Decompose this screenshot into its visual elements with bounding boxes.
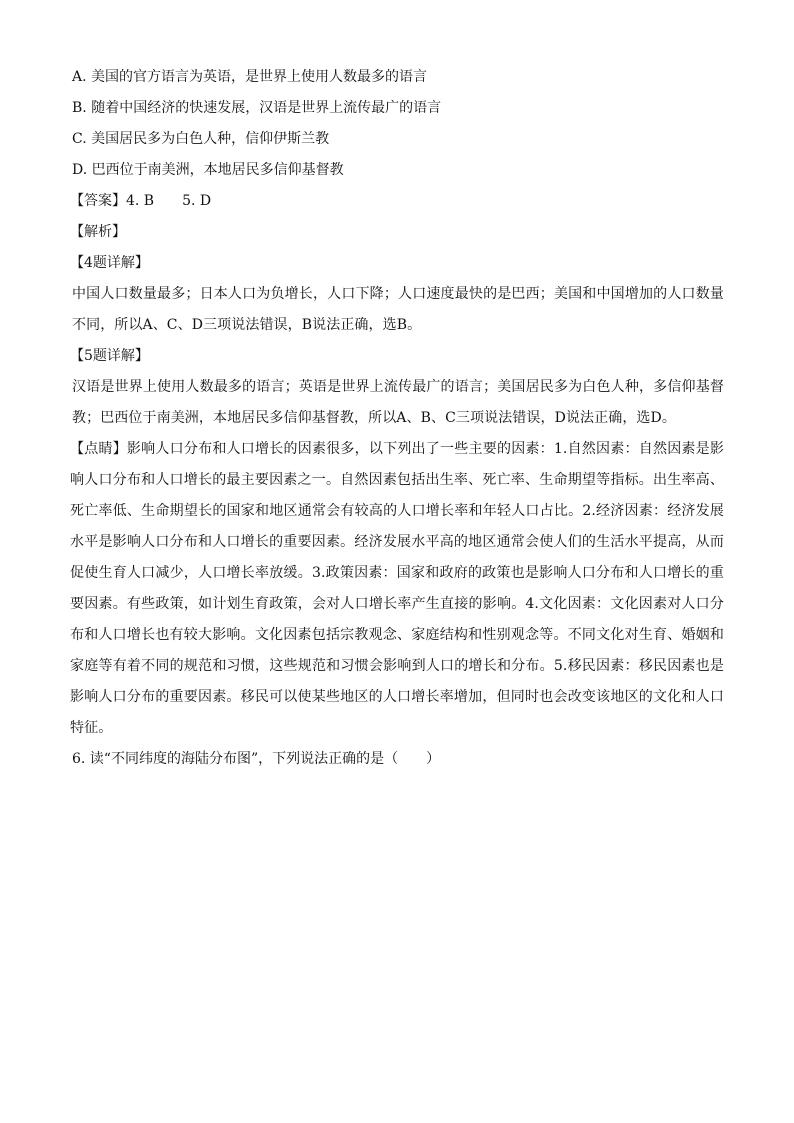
option-b: B. 随着中国经济的快速发展，汉语是世界上流传最广的语言 [72,100,442,116]
q4-explanation: 中国人口数量最多；日本人口为负增长，人口下降；人口速度最快的是巴西；美国和中国增加的人口数量不同，所以A、C、D三项说法错误，B说法正确，选B。 [72,286,724,333]
analysis-header: 【解析】 [70,224,126,240]
option-a: A. 美国的官方语言为英语，是世界上使用人数最多的语言 [72,69,428,85]
answer-line: 【答案】4. B 5. D [70,193,212,209]
comment-paragraph: 【点睛】影响人口分布和人口增长的因素很多，以下列出了一些主要的因素：1.自然因素：自然因素是影响人口分布和人口增长的最主要因素之一。自然因素包括出生率、死亡率、生命期望等指标。出生率高、死亡率低、生命期望长的国家和地区通常会有较高的人口增长率和年轻人口占比。2.经济因素：经济发展水平是影响人口分布和人口增长的重要因素。经济发展水平高的地区通常会使人们的生活水平提高，从而促使生育人口减少，人口增长率放缓。3.政策因素：国家和政府的政策也是影响人口分布和人口增长的重要因素。有些政策，如计划生育政策，会对人口增长率产生直接的影响。4.文化因素：文化因素对人口分布和人口增长也有较大影响。文化因素包括宗教观念、家庭结构和性别观念等。不同文化对生育、婚姻和家庭等有着不同的规范和习惯，这些规范和习惯会影响到人口的增长和分布。5.移民因素：移民因素也是影响人口分布的重要因素。移民可以使某些地区的人口增长率增加，但同时也会改变该地区的文化和人口特征。 [70,441,724,736]
document-page [72,62,724,775]
option-d: D. 巴西位于南美洲，本地居民多信仰基督教 [72,162,344,178]
q5-explanation: 汉语是世界上使用人数最多的语言；英语是世界上流传最广的语言；美国居民多为白色人种，多信仰基督教；巴西位于南美洲，本地居民多信仰基督教，所以A、B、C三项说法错误，D说法正确，选D。 [72,379,724,426]
option-c: C. 美国居民多为白色人种，信仰伊斯兰教 [72,131,330,147]
q4-header: 【4题详解】 [70,255,149,271]
question-6: 6. 读“不同纬度的海陆分布图”，下列说法正确的是（ ） [72,751,441,767]
q5-header: 【5题详解】 [70,348,149,364]
